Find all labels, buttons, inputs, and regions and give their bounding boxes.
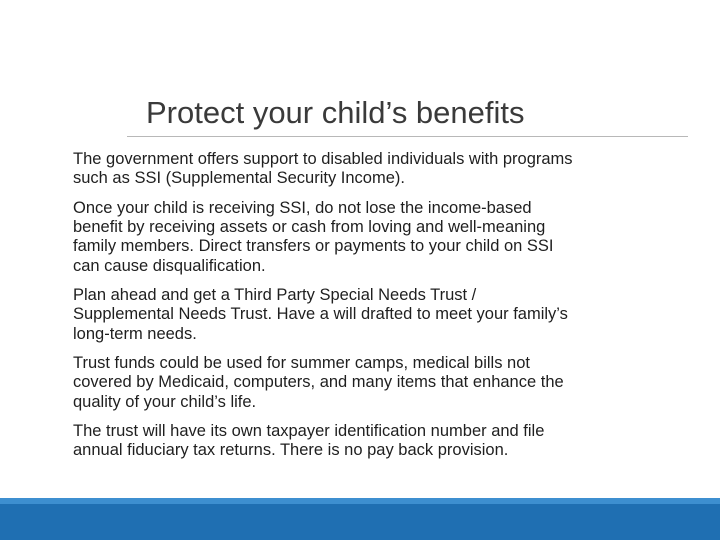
title-divider — [127, 136, 688, 137]
paragraph-line: quality of your child’s life. — [73, 392, 257, 411]
paragraph-line: The trust will have its own taxpayer identification number and file — [73, 422, 545, 441]
paragraph-line: Trust funds could be used for summer camps, medical bills not — [73, 354, 530, 373]
paragraph-ssi-support — [73, 150, 673, 189]
slide-title: Protect your child’s benefits — [146, 95, 525, 130]
paragraph-line: annual fiduciary tax returns. There is no pay back provision. — [73, 441, 509, 460]
paragraph-plan-trust — [73, 286, 673, 344]
paragraph-line: family members. Direct transfers or payments to your child on SSI — [73, 237, 554, 256]
paragraph-line: The government offers support to disabled individuals with programs — [73, 150, 573, 168]
paragraph-trust-taxes — [73, 422, 673, 461]
footer-accent-strip — [0, 498, 720, 504]
paragraph-line: Once your child is receiving SSI, do not lose the income-based — [73, 198, 532, 217]
paragraph-line: long-term needs. — [73, 324, 197, 343]
paragraph-line: such as SSI (Supplemental Security Income). — [73, 169, 405, 188]
paragraph-line: Supplemental Needs Trust. Have a will drafted to meet your family’s — [73, 305, 568, 324]
paragraph-line: benefit by receiving assets or cash from loving and well-meaning — [73, 218, 546, 237]
paragraph-income-benefit — [73, 199, 673, 277]
paragraph-trust-uses — [73, 354, 673, 412]
paragraph-line: covered by Medicaid, computers, and many items that enhance the — [73, 373, 564, 392]
slide-body — [73, 150, 673, 471]
paragraph-line: can cause disqualification. — [73, 256, 266, 275]
footer-accent-bar — [0, 498, 720, 540]
paragraph-line: Plan ahead and get a Third Party Special Needs Trust / — [73, 286, 477, 305]
